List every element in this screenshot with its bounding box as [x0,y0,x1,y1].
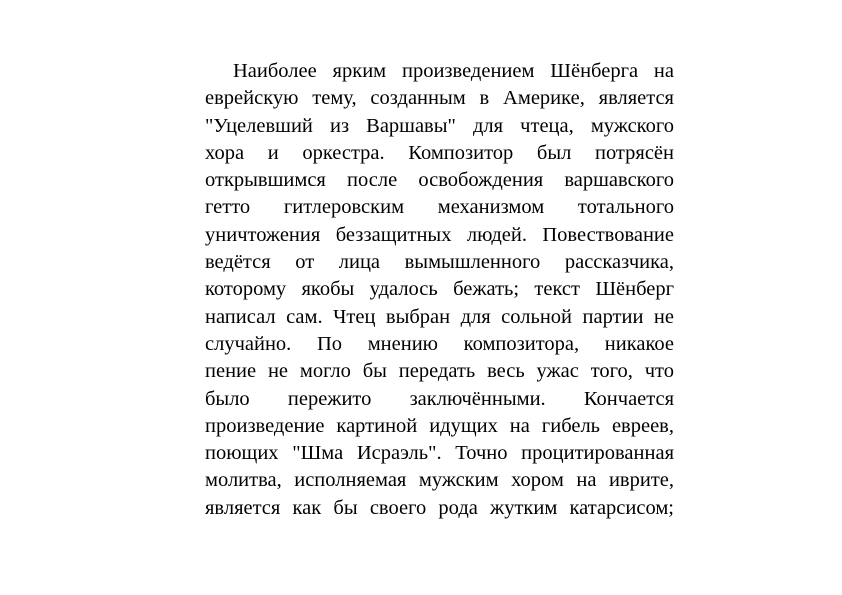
text-line: Наиболее ярким произведением Шёнберга на [233,60,674,82]
text-line: гетто гитлеровским механизмом тотального [205,196,674,219]
text-line: молитва, исполняемая мужским хором на иврите, [205,469,674,492]
text-line: "Уцелевший из Варшавы" для чтеца, мужского [205,114,674,137]
text-line: является как бы своего рода жутким катарсисом; [205,496,674,519]
text-line: написал сам. Чтец выбран для сольной партии не [205,305,674,328]
text-line: еврейскую тему, созданным в Америке, является [205,87,674,110]
text-line: хора и оркестра. Композитор был потрясён [205,141,674,164]
text-line: ведётся от лица вымышленного рассказчика, [205,251,674,274]
text-line: случайно. По мнению композитора, никакое [205,332,674,355]
text-line: было пережито заключёнными. Кончается [205,387,674,410]
text-line: уничтожения беззащитных людей. Повествование [205,223,674,246]
text-line: которому якобы удалось бежать; текст Шёнберг [205,278,674,301]
text-line: пение не могло бы передать весь ужас того, что [205,360,674,383]
text-line: открывшимся после освобождения варшавского [205,169,674,192]
paragraph [205,58,674,522]
text-line: поющих "Шма Исраэль". Точно процитированная [205,442,674,465]
text-line: произведение картиной идущих на гибель евреев, [205,414,674,437]
